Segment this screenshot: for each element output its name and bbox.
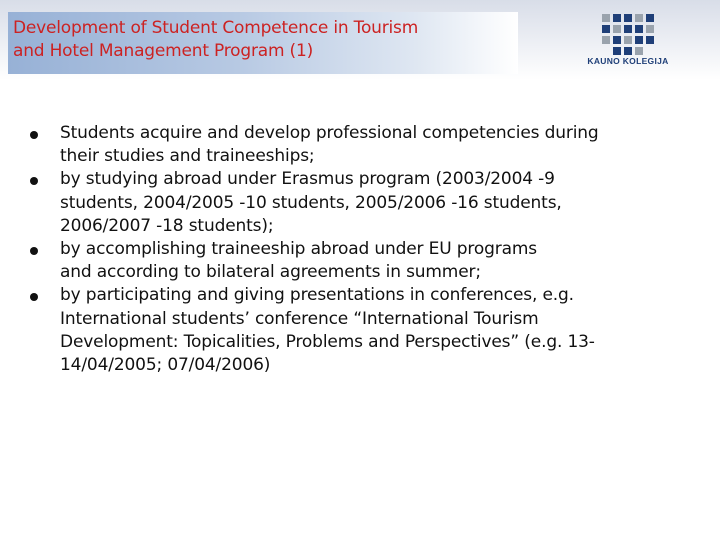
logo-square: [613, 36, 621, 44]
logo-square: [624, 25, 632, 33]
bullet-dot-icon: [30, 293, 38, 301]
bullet-text-line: students, 2004/2005 -10 students, 2005/2006 -16 students,: [60, 192, 562, 213]
logo-square: [635, 25, 643, 33]
bullet-item: [30, 122, 700, 168]
title-line: Development of Student Competence in Tourism: [13, 18, 419, 38]
bullet-text-line: and according to bilateral agreements in summer;: [60, 262, 481, 283]
logo-square: [646, 36, 654, 44]
bullet-item: [30, 168, 700, 238]
bullet-dot-icon: [30, 131, 38, 139]
kauno-kolegija-logo: [582, 14, 674, 70]
bullet-list: [30, 122, 700, 377]
logo-square: [624, 47, 632, 55]
bullet-item: [30, 238, 700, 284]
logo-square: [602, 25, 610, 33]
bullet-text-line: 2006/2007 -18 students);: [60, 215, 274, 236]
logo-square: [635, 47, 643, 55]
bullet-text-line: Students acquire and develop professional competencies during: [60, 123, 599, 143]
bullet-dot-icon: [30, 177, 38, 185]
logo-text: KAUNO KOLEGIJA: [587, 56, 669, 66]
bullet-text-line: 14/04/2005; 07/04/2006): [60, 355, 271, 376]
bullet-text-line: International students’ conference “International Tourism: [60, 308, 539, 329]
bullet-text-line: by accomplishing traineeship abroad under EU programs: [60, 239, 538, 260]
bullet-text-line: by participating and giving presentations in conferences, e.g.: [60, 285, 574, 306]
logo-square: [646, 14, 654, 22]
logo-square: [624, 14, 632, 22]
logo-square: [613, 25, 621, 33]
title-line: and Hotel Management Program (1): [13, 41, 314, 61]
bullet-dot-icon: [30, 247, 38, 255]
logo-square: [613, 14, 621, 22]
logo-square: [602, 14, 610, 22]
logo-grid-icon: [602, 14, 654, 54]
bullet-text-line: by studying abroad under Erasmus program (2003/2004 -9: [60, 169, 555, 190]
logo-square: [646, 25, 654, 33]
logo-square: [635, 14, 643, 22]
bullet-text-line: Development: Topicalities, Problems and Perspectives” (e.g. 13-: [60, 331, 595, 352]
logo-square: [613, 47, 621, 55]
logo-square: [602, 36, 610, 44]
bullet-text-line: their studies and traineeships;: [60, 146, 315, 167]
bullet-item: [30, 284, 700, 377]
logo-square: [635, 36, 643, 44]
logo-square: [624, 36, 632, 44]
slide-title: [13, 17, 518, 63]
